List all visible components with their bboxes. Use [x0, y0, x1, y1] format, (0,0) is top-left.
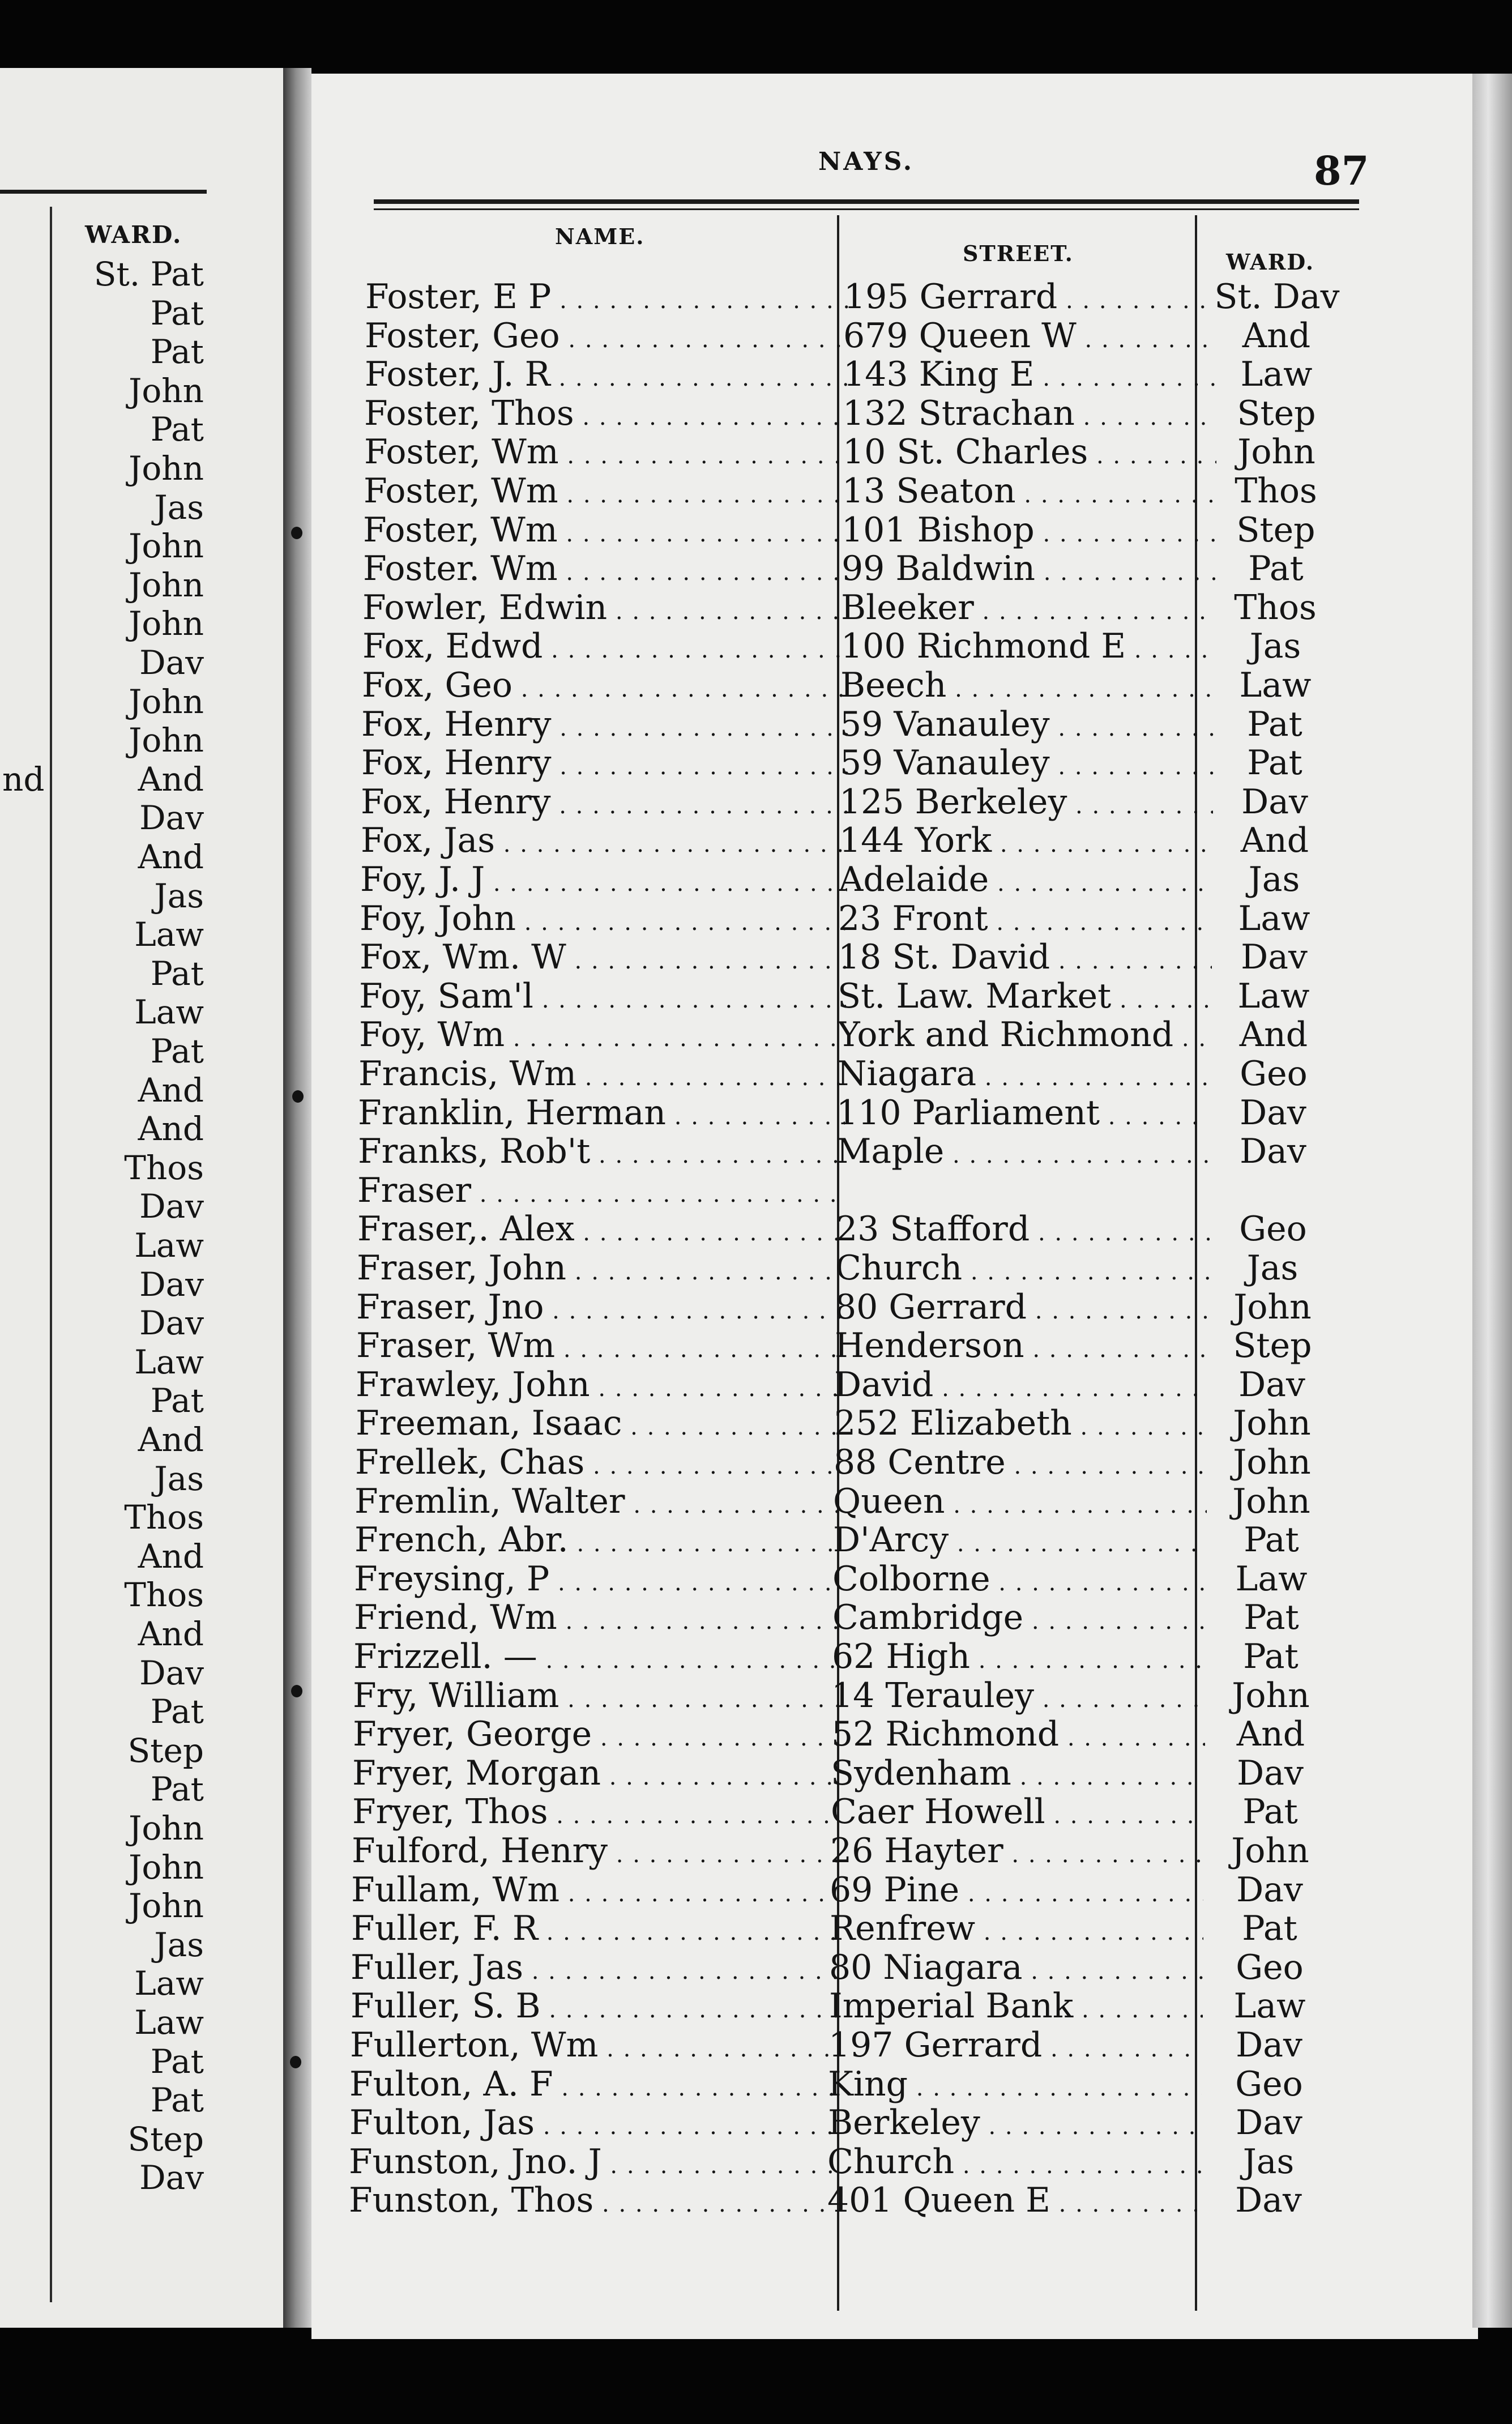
table-row	[311, 666, 1478, 705]
left-ward-cell: John	[129, 566, 204, 604]
entry-ward: Dav	[1236, 2025, 1302, 2065]
entry-street: St. Law. Market . . .	[838, 977, 1211, 1019]
entry-name: Fraser . . .	[357, 1171, 844, 1214]
left-ward-cell: Thos	[124, 1149, 204, 1187]
table-row	[311, 549, 1478, 588]
entry-name: Foster, Thos . . .	[364, 394, 851, 437]
left-ward-cell: Law	[134, 1964, 204, 2003]
binding-stitch	[291, 527, 302, 539]
entry-street: King . . .	[828, 2065, 1202, 2107]
entry-street: Niagara . . .	[837, 1055, 1211, 1097]
entry-ward: John	[1233, 1403, 1311, 1443]
left-ward-header: WARD.	[85, 221, 182, 249]
entry-name: Foster, Wm . . .	[363, 511, 850, 553]
entry-name: Foy, Wm . . .	[359, 1015, 846, 1058]
entry-street: Church . . .	[827, 2143, 1201, 2185]
entry-street: Sydenham . . .	[831, 1754, 1205, 1796]
entry-street: 143 King E . . .	[843, 355, 1217, 398]
entry-name: Fullam, Wm . . .	[351, 1871, 838, 1913]
entry-name: Fryer, Thos . . .	[352, 1793, 839, 1835]
left-ward-cell: Pat	[150, 1770, 204, 1808]
left-ward-cell: John	[129, 1887, 204, 1925]
left-ward-cell: John	[129, 372, 204, 410]
left-ward-cell: John	[129, 604, 204, 643]
entry-name: Fox, Henry . . .	[361, 744, 848, 786]
table-row	[311, 2181, 1478, 2220]
left-ward-cell: Dav	[139, 1304, 204, 1342]
entry-name: Fulton, A. F . . .	[349, 2065, 836, 2107]
left-ward-cell: Pat	[150, 1032, 204, 1070]
entry-name: Fuller, F. R . . .	[351, 1909, 838, 1952]
entry-name: Fry, William . . .	[353, 1676, 840, 1719]
entry-street: Berkeley . . .	[828, 2103, 1202, 2146]
entry-name: Fraser, Wm . . .	[356, 1326, 843, 1369]
table-row	[311, 278, 1478, 316]
entry-ward: Geo	[1239, 1209, 1307, 1249]
entry-street: 144 York . . .	[839, 821, 1213, 864]
left-ward-cell: Law	[134, 2003, 204, 2042]
entry-ward: Pat	[1247, 705, 1302, 744]
left-ward-cell: Thos	[124, 1498, 204, 1537]
left-ward-cell: John	[129, 1809, 204, 1847]
entry-name: Fraser, John . . .	[357, 1249, 844, 1291]
entry-street: 23 Front . . .	[838, 899, 1212, 942]
left-ward-cell: Jas	[154, 488, 204, 527]
table-row	[311, 1132, 1478, 1171]
entry-ward: Dav	[1238, 1365, 1305, 1405]
table-row	[311, 1637, 1478, 1676]
entry-name: Foster, Wm . . .	[364, 433, 851, 475]
left-ward-cell: Jas	[154, 877, 204, 915]
entry-ward: Pat	[1244, 1520, 1299, 1560]
left-ward-cell: Jas	[154, 1459, 204, 1498]
entry-street: 23 Stafford . . .	[836, 1210, 1210, 1252]
table-row	[311, 1171, 1478, 1210]
name-column-header: NAME.	[555, 224, 645, 249]
entry-name: Fox, Edwd . . .	[362, 627, 849, 669]
entry-name: Funston, Jno. J . . .	[349, 2143, 836, 2185]
entry-name: Fuller, Jas . . .	[351, 1948, 838, 1991]
entry-street: 14 Terauley . . .	[831, 1676, 1205, 1719]
left-ward-cell: Pat	[150, 410, 204, 449]
entry-street: 18 St. David . . .	[838, 938, 1212, 980]
entry-street: 401 Queen E . . .	[827, 2181, 1201, 2224]
entry-name: Funston, Thos . . .	[349, 2181, 836, 2224]
entry-name: Fryer, Morgan . . .	[352, 1754, 839, 1796]
table-row	[311, 783, 1478, 821]
entry-ward: Geo	[1240, 1054, 1308, 1094]
table-row	[311, 705, 1478, 744]
left-ward-cell: John	[129, 449, 204, 488]
table-row	[311, 2103, 1478, 2142]
entry-name: French, Abr. . . .	[354, 1521, 842, 1563]
left-ward-cell: And	[138, 1537, 204, 1576]
left-ward-cell: And	[138, 1420, 204, 1459]
page-number: 87	[1314, 147, 1369, 194]
table-row	[311, 355, 1478, 394]
entry-name: Fremlin, Walter . . .	[354, 1482, 842, 1525]
entry-ward: Dav	[1236, 2103, 1302, 2143]
table-row	[311, 1948, 1478, 1987]
left-column-rule	[50, 207, 52, 2302]
entry-street: David . . .	[834, 1365, 1208, 1408]
entry-street: Church . . .	[835, 1249, 1209, 1291]
entry-ward: Law	[1240, 355, 1313, 394]
entry-name: Frellek, Chas . . .	[355, 1443, 842, 1486]
left-ward-cell: Law	[134, 1343, 204, 1381]
entry-street: Maple . . .	[836, 1132, 1210, 1175]
entry-name: Foster, J. R . . .	[365, 355, 852, 398]
entry-street: 59 Vanauley . . .	[840, 705, 1214, 748]
left-page	[0, 68, 285, 2328]
entry-ward: Step	[1236, 510, 1315, 550]
table-row	[311, 744, 1478, 782]
table-row	[311, 1249, 1478, 1287]
binding-stitch	[292, 1090, 304, 1103]
table-row	[311, 1443, 1478, 1482]
table-row	[311, 1210, 1478, 1248]
entry-street: 197 Gerrard . . .	[828, 2026, 1202, 2068]
entry-name: Frizzell. — . . .	[353, 1637, 840, 1680]
left-ward-cell: Pat	[150, 954, 204, 993]
entry-ward: Step	[1233, 1326, 1312, 1365]
table-row	[311, 627, 1478, 665]
left-ward-cell: And	[138, 760, 204, 799]
entry-name: Fox, Wm. W . . .	[360, 938, 847, 980]
page-edge	[1472, 74, 1512, 2328]
entry-street: 62 High . . .	[832, 1637, 1206, 1680]
entry-street: York and Richmond . . .	[838, 1015, 1211, 1058]
table-row	[311, 1055, 1478, 1093]
left-ward-cell: Pat	[150, 332, 204, 371]
entry-name: Franklin, Herman . . .	[358, 1094, 845, 1136]
entry-ward: Law	[1239, 665, 1312, 705]
left-text-fragment: nd	[2, 760, 45, 799]
table-row	[311, 1521, 1478, 1559]
entry-name: Foy, J. J . . .	[360, 860, 847, 903]
table-row	[311, 317, 1478, 355]
entry-ward: Dav	[1241, 937, 1308, 977]
left-ward-cell: John	[129, 527, 204, 565]
entry-street: Beech . . .	[840, 666, 1214, 709]
table-row	[311, 1793, 1478, 1831]
entry-street: Renfrew . . .	[830, 1909, 1203, 1952]
entry-ward: Thos	[1235, 471, 1317, 511]
header-rule-thin	[374, 208, 1359, 210]
entry-ward: Dav	[1240, 1132, 1306, 1171]
entry-street: 13 Seaton . . .	[842, 472, 1216, 514]
left-ward-cell: And	[138, 1071, 204, 1109]
left-ward-cell: Jas	[154, 1926, 204, 1964]
entry-street: Adelaide . . .	[839, 860, 1212, 903]
table-row	[311, 1909, 1478, 1948]
entry-ward: Step	[1237, 394, 1316, 433]
left-ward-cell: And	[138, 838, 204, 876]
book-gutter	[283, 68, 311, 2328]
left-ward-cell: Pat	[150, 1381, 204, 1420]
entry-name: Foster, Geo . . .	[365, 317, 852, 359]
entry-name: Fulford, Henry . . .	[352, 1832, 839, 1874]
table-row	[311, 938, 1478, 976]
entry-street: 132 Strachan . . .	[843, 394, 1216, 437]
entry-ward: Pat	[1242, 1792, 1298, 1832]
left-ward-cell: John	[129, 721, 204, 759]
entry-ward: Law	[1237, 976, 1310, 1016]
entry-ward: Pat	[1248, 549, 1304, 588]
entry-street: 88 Centre . . .	[834, 1443, 1207, 1486]
table-row	[311, 588, 1478, 627]
entry-ward: Law	[1233, 1986, 1306, 2026]
entry-ward: Dav	[1236, 1870, 1303, 1910]
entry-ward: Law	[1238, 899, 1310, 938]
entry-street: 99 Baldwin . . .	[842, 549, 1215, 592]
entry-ward: Jas	[1249, 626, 1301, 666]
left-header-rule	[0, 190, 207, 194]
table-row	[311, 1598, 1478, 1637]
left-ward-cell: Step	[127, 2120, 204, 2158]
entry-name: Fullerton, Wm . . .	[350, 2026, 837, 2068]
entry-ward: Dav	[1240, 1093, 1306, 1133]
entry-ward: And	[1236, 1714, 1305, 1754]
entry-name: Fulton, Jas . . .	[349, 2103, 836, 2146]
left-ward-cell: Law	[134, 993, 204, 1031]
entry-ward: Pat	[1242, 1909, 1297, 1948]
entry-street: 52 Richmond . . .	[831, 1715, 1205, 1757]
table-row	[311, 1094, 1478, 1132]
entry-street: D'Arcy . . .	[833, 1521, 1207, 1563]
entry-ward: John	[1237, 432, 1315, 472]
table-row	[311, 2065, 1478, 2103]
table-row	[311, 2026, 1478, 2064]
entry-street: 100 Richmond E . . .	[841, 627, 1215, 669]
table-row	[311, 821, 1478, 860]
left-ward-cell: Pat	[150, 2081, 204, 2119]
entry-street: 110 Parliament . . .	[836, 1094, 1210, 1136]
left-ward-cell: Pat	[150, 294, 204, 332]
left-ward-cell: Dav	[139, 1187, 204, 1226]
entry-name: Fraser,. Alex . . .	[357, 1210, 844, 1252]
left-ward-cell: Law	[134, 915, 204, 954]
entry-street: Caer Howell . . .	[831, 1793, 1205, 1835]
entry-ward: Dav	[1235, 2180, 1302, 2220]
left-ward-cell: St. Pat	[93, 255, 204, 293]
table-row	[311, 1365, 1478, 1404]
table-row	[311, 1482, 1478, 1521]
entry-street: Imperial Bank . . .	[829, 1987, 1203, 2029]
table-row	[311, 1015, 1478, 1054]
left-ward-cell: Pat	[150, 1692, 204, 1731]
entry-street: 195 Gerrard . . .	[844, 278, 1218, 320]
entry-ward: Jas	[1246, 1248, 1299, 1288]
header-rule-thick	[374, 199, 1359, 204]
left-ward-cell: Dav	[139, 1265, 204, 1304]
table-row	[311, 1987, 1478, 2025]
left-ward-cell: And	[138, 1109, 204, 1148]
entry-street: 26 Hayter . . .	[830, 1832, 1204, 1874]
entry-ward: St. Dav	[1214, 277, 1340, 317]
entry-street: Colborne . . .	[832, 1560, 1206, 1602]
entry-name: Fuller, S. B . . .	[351, 1987, 838, 2029]
table-row	[311, 860, 1478, 899]
left-ward-cell: John	[129, 682, 204, 721]
entry-name: Fox, Henry . . .	[361, 783, 848, 825]
entry-name: Freeman, Isaac . . .	[356, 1404, 843, 1446]
entry-ward: And	[1239, 1015, 1308, 1055]
entry-name: Foster. Wm . . .	[363, 549, 850, 592]
entry-name: Fraser, Jno . . .	[356, 1288, 843, 1330]
left-ward-cell: Thos	[124, 1576, 204, 1614]
entry-ward: Pat	[1247, 743, 1302, 783]
table-row	[311, 511, 1478, 549]
page-title: NAYS.	[818, 147, 915, 176]
binding-stitch	[290, 2056, 301, 2068]
left-ward-cell: Dav	[139, 799, 204, 837]
table-row	[311, 1871, 1478, 1909]
entry-name: Francis, Wm . . .	[358, 1055, 845, 1097]
entry-ward: Thos	[1234, 588, 1317, 628]
entry-name: Fox, Geo . . .	[362, 666, 849, 709]
entry-street: 80 Niagara . . .	[829, 1948, 1203, 1991]
entry-street: 101 Bishop . . .	[842, 511, 1215, 553]
right-page	[311, 74, 1478, 2339]
table-row	[311, 1326, 1478, 1365]
table-row	[311, 977, 1478, 1015]
binding-stitch	[291, 1685, 302, 1697]
entry-street: 69 Pine . . .	[830, 1871, 1203, 1913]
entry-street: Queen . . .	[833, 1482, 1207, 1525]
left-ward-cell: John	[129, 1848, 204, 1887]
table-row	[311, 1288, 1478, 1326]
left-ward-cell: Dav	[139, 1654, 204, 1692]
entry-ward: Dav	[1241, 782, 1308, 822]
entry-name: Foy, Sam'l . . .	[359, 977, 846, 1019]
entry-street: 252 Elizabeth . . .	[834, 1404, 1208, 1446]
table-row	[311, 1754, 1478, 1793]
ward-column-header: WARD.	[1226, 249, 1315, 275]
entry-ward: John	[1233, 1287, 1312, 1327]
entry-ward: Jas	[1248, 860, 1300, 899]
table-row	[311, 472, 1478, 510]
table-row	[311, 1715, 1478, 1753]
table-row	[311, 1676, 1478, 1715]
table-row	[311, 1404, 1478, 1443]
entry-name: Foy, John . . .	[360, 899, 847, 942]
entry-ward: Law	[1235, 1559, 1308, 1599]
entry-name: Fox, Jas . . .	[361, 821, 848, 864]
table-row	[311, 1832, 1478, 1870]
entry-ward: John	[1231, 1831, 1309, 1871]
entry-name: Franks, Rob't . . .	[358, 1132, 845, 1175]
entry-ward: And	[1240, 821, 1309, 860]
entry-ward: John	[1232, 1676, 1310, 1715]
entry-street: 679 Queen W . . .	[843, 317, 1217, 359]
table-row	[311, 433, 1478, 471]
entry-name: Foster, E P . . .	[365, 278, 852, 320]
entry-street: Cambridge . . .	[832, 1598, 1206, 1641]
left-ward-cell: Pat	[150, 2042, 204, 2081]
entry-street: 80 Gerrard . . .	[835, 1288, 1208, 1330]
left-ward-cell: Dav	[139, 2158, 204, 2197]
entry-name: Foster, Wm . . .	[364, 472, 851, 514]
entry-street: Henderson . . .	[835, 1326, 1208, 1369]
entry-street: 59 Vanauley . . .	[840, 744, 1214, 786]
entry-name: Fox, Henry . . .	[361, 705, 848, 748]
entry-name: Frawley, John . . .	[356, 1365, 843, 1408]
entry-street: 10 St. Charles . . .	[843, 433, 1216, 475]
entry-ward: Geo	[1235, 2064, 1303, 2104]
street-column-header: STREET.	[963, 241, 1074, 266]
entry-ward: Geo	[1236, 1948, 1304, 1987]
table-row	[311, 2143, 1478, 2181]
entry-name: Freysing, P . . .	[354, 1560, 841, 1602]
entry-street: Bleeker . . .	[841, 588, 1215, 631]
entry-ward: John	[1233, 1443, 1311, 1482]
entry-ward: And	[1242, 316, 1311, 356]
entry-ward: Pat	[1243, 1637, 1299, 1676]
entry-name: Fryer, George . . .	[353, 1715, 840, 1757]
left-ward-cell: Law	[134, 1226, 204, 1265]
table-row	[311, 899, 1478, 938]
left-ward-cell: And	[138, 1615, 204, 1653]
entry-ward: Pat	[1244, 1598, 1299, 1637]
entry-ward: John	[1232, 1482, 1310, 1521]
left-ward-cell: Step	[127, 1731, 204, 1770]
table-row	[311, 394, 1478, 433]
table-row	[311, 1560, 1478, 1598]
entry-street: 125 Berkeley . . .	[839, 783, 1213, 825]
left-ward-cell: Dav	[139, 643, 204, 682]
entry-ward: Jas	[1242, 2142, 1295, 2182]
entry-name: Fowler, Edwin . . .	[362, 588, 849, 631]
entry-name: Friend, Wm . . .	[354, 1598, 841, 1641]
entry-ward: Dav	[1237, 1753, 1304, 1793]
